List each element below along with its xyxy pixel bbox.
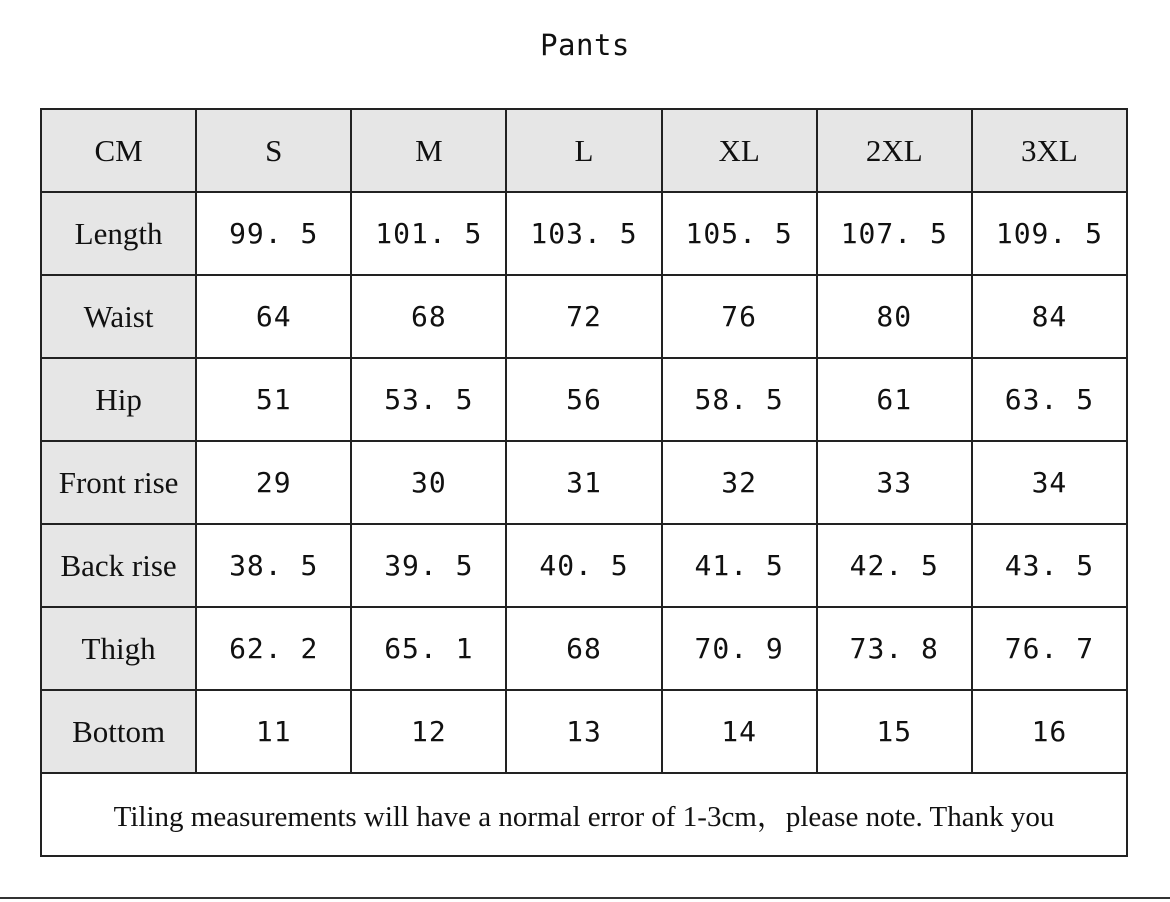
header-cell-unit: CM: [41, 109, 196, 192]
header-cell-size: M: [351, 109, 506, 192]
table-cell: 105. 5: [662, 192, 817, 275]
table-cell: 40. 5: [506, 524, 661, 607]
table-row: [41, 358, 1127, 441]
table-cell: 13: [506, 690, 661, 773]
table-row: [41, 607, 1127, 690]
table-cell: 103. 5: [506, 192, 661, 275]
table-cell: 51: [196, 358, 351, 441]
table-cell: 34: [972, 441, 1127, 524]
row-label: Front rise: [41, 441, 196, 524]
table-cell: 68: [506, 607, 661, 690]
table-cell: 73. 8: [817, 607, 972, 690]
table-cell: 41. 5: [662, 524, 817, 607]
row-label: Waist: [41, 275, 196, 358]
header-cell-size: 3XL: [972, 109, 1127, 192]
table-cell: 32: [662, 441, 817, 524]
table-cell: 99. 5: [196, 192, 351, 275]
table-cell: 33: [817, 441, 972, 524]
table-cell: 53. 5: [351, 358, 506, 441]
header-cell-size: XL: [662, 109, 817, 192]
table-cell: 15: [817, 690, 972, 773]
table-row: [41, 524, 1127, 607]
table-row: [41, 192, 1127, 275]
table-cell: 101. 5: [351, 192, 506, 275]
page-title: Pants: [540, 28, 630, 62]
table-cell: 84: [972, 275, 1127, 358]
bottom-divider: [0, 897, 1170, 899]
table-cell: 80: [817, 275, 972, 358]
table-cell: 107. 5: [817, 192, 972, 275]
row-label: Back rise: [41, 524, 196, 607]
table-cell: 65. 1: [351, 607, 506, 690]
table-cell: 64: [196, 275, 351, 358]
table-cell: 29: [196, 441, 351, 524]
table-cell: 70. 9: [662, 607, 817, 690]
table-cell: 39. 5: [351, 524, 506, 607]
table-cell: 14: [662, 690, 817, 773]
row-label: Hip: [41, 358, 196, 441]
header-cell-size: 2XL: [817, 109, 972, 192]
table-cell: 72: [506, 275, 661, 358]
table-cell: 109. 5: [972, 192, 1127, 275]
table-cell: 63. 5: [972, 358, 1127, 441]
table-cell: 68: [351, 275, 506, 358]
header-cell-size: S: [196, 109, 351, 192]
note-row: [41, 773, 1127, 856]
table-cell: 16: [972, 690, 1127, 773]
table-cell: 56: [506, 358, 661, 441]
row-label: Bottom: [41, 690, 196, 773]
table-cell: 62. 2: [196, 607, 351, 690]
header-row: [41, 109, 1127, 192]
table-cell: 38. 5: [196, 524, 351, 607]
table-cell: 58. 5: [662, 358, 817, 441]
row-label: Length: [41, 192, 196, 275]
size-chart-table: [40, 108, 1128, 857]
table-row: [41, 441, 1127, 524]
header-cell-size: L: [506, 109, 661, 192]
table-cell: 76. 7: [972, 607, 1127, 690]
table-cell: 43. 5: [972, 524, 1127, 607]
table-cell: 31: [506, 441, 661, 524]
table-row: [41, 690, 1127, 773]
table-cell: 30: [351, 441, 506, 524]
table-cell: 11: [196, 690, 351, 773]
measurement-note: Tiling measurements will have a normal error of 1-3cm，please note. Thank you: [41, 773, 1127, 856]
table-cell: 12: [351, 690, 506, 773]
table-row: [41, 275, 1127, 358]
table-cell: 76: [662, 275, 817, 358]
row-label: Thigh: [41, 607, 196, 690]
table-cell: 61: [817, 358, 972, 441]
table-cell: 42. 5: [817, 524, 972, 607]
